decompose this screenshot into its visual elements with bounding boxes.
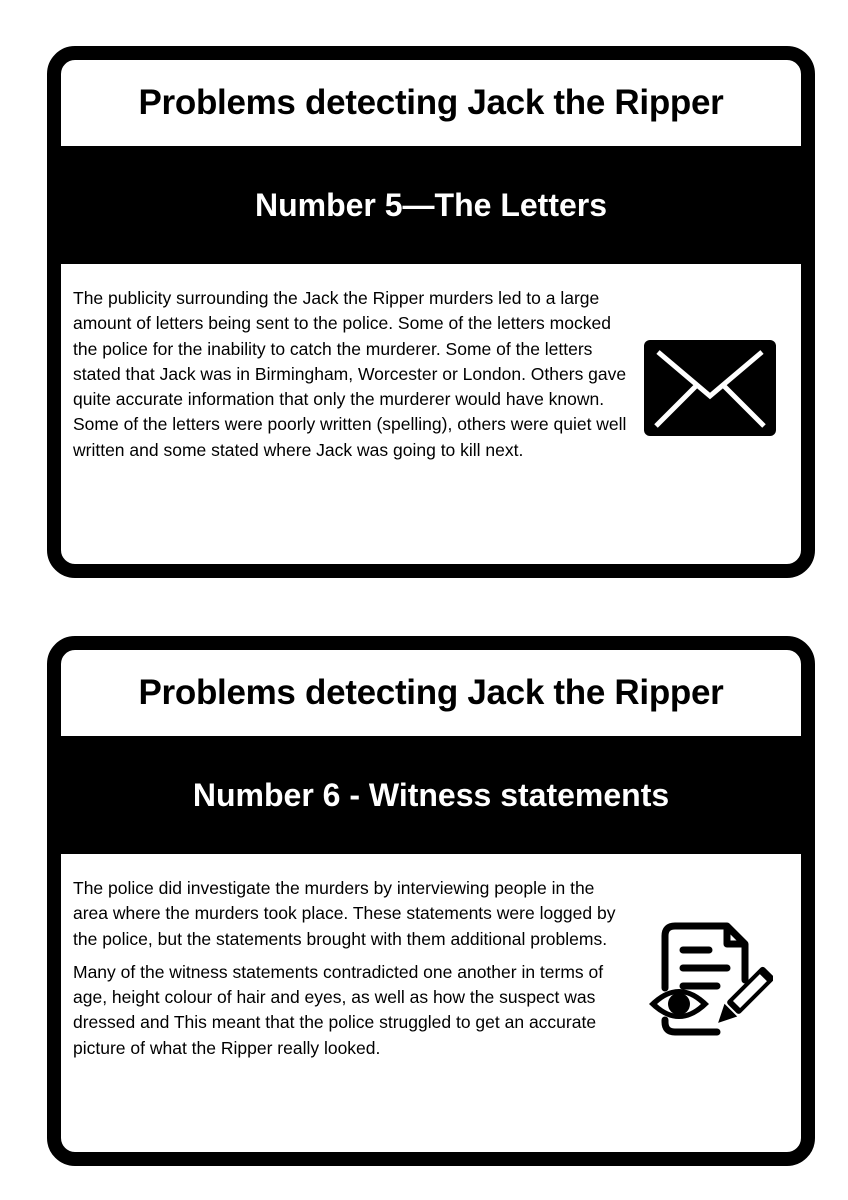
card-heading: Number 5—The Letters bbox=[61, 146, 801, 264]
document-eye-pen-icon bbox=[645, 922, 773, 1050]
paragraph: The publicity surrounding the Jack the Ripper murders led to a large amount of letters being sent to the police. Some of the letters mocked the police for the inability to catch the murderer. Some of the letters stated that Jack was in Birmingham, Worcester or London. Others gave quite accurate information that only the murderer would have known. Some of the letters were poorly written (spelling), others were quiet well written and some stated where Jack was going to kill next. bbox=[73, 288, 627, 460]
card-witness-statements bbox=[47, 636, 815, 1166]
card-title: Problems detecting Jack the Ripper bbox=[138, 83, 724, 122]
card-text bbox=[73, 876, 629, 1061]
card-body bbox=[61, 854, 801, 1061]
envelope-icon bbox=[644, 340, 776, 436]
card-text bbox=[73, 286, 629, 463]
card-letters bbox=[47, 46, 815, 578]
card-heading: Number 6 - Witness statements bbox=[61, 736, 801, 854]
paragraph: Many of the witness statements contradicted one another in terms of age, height colour of hair and eyes, as well as how the suspect was dressed and This meant that the police struggled to get an accurate picture of what the Ripper really looked. bbox=[73, 961, 604, 1058]
paragraph: The police did investigate the murders by interviewing people in the area where the murders took place. These statements were logged by the police, but the statements brought with them additional problems. bbox=[73, 878, 616, 949]
card-title: Problems detecting Jack the Ripper bbox=[138, 673, 724, 712]
card-body bbox=[61, 264, 801, 463]
